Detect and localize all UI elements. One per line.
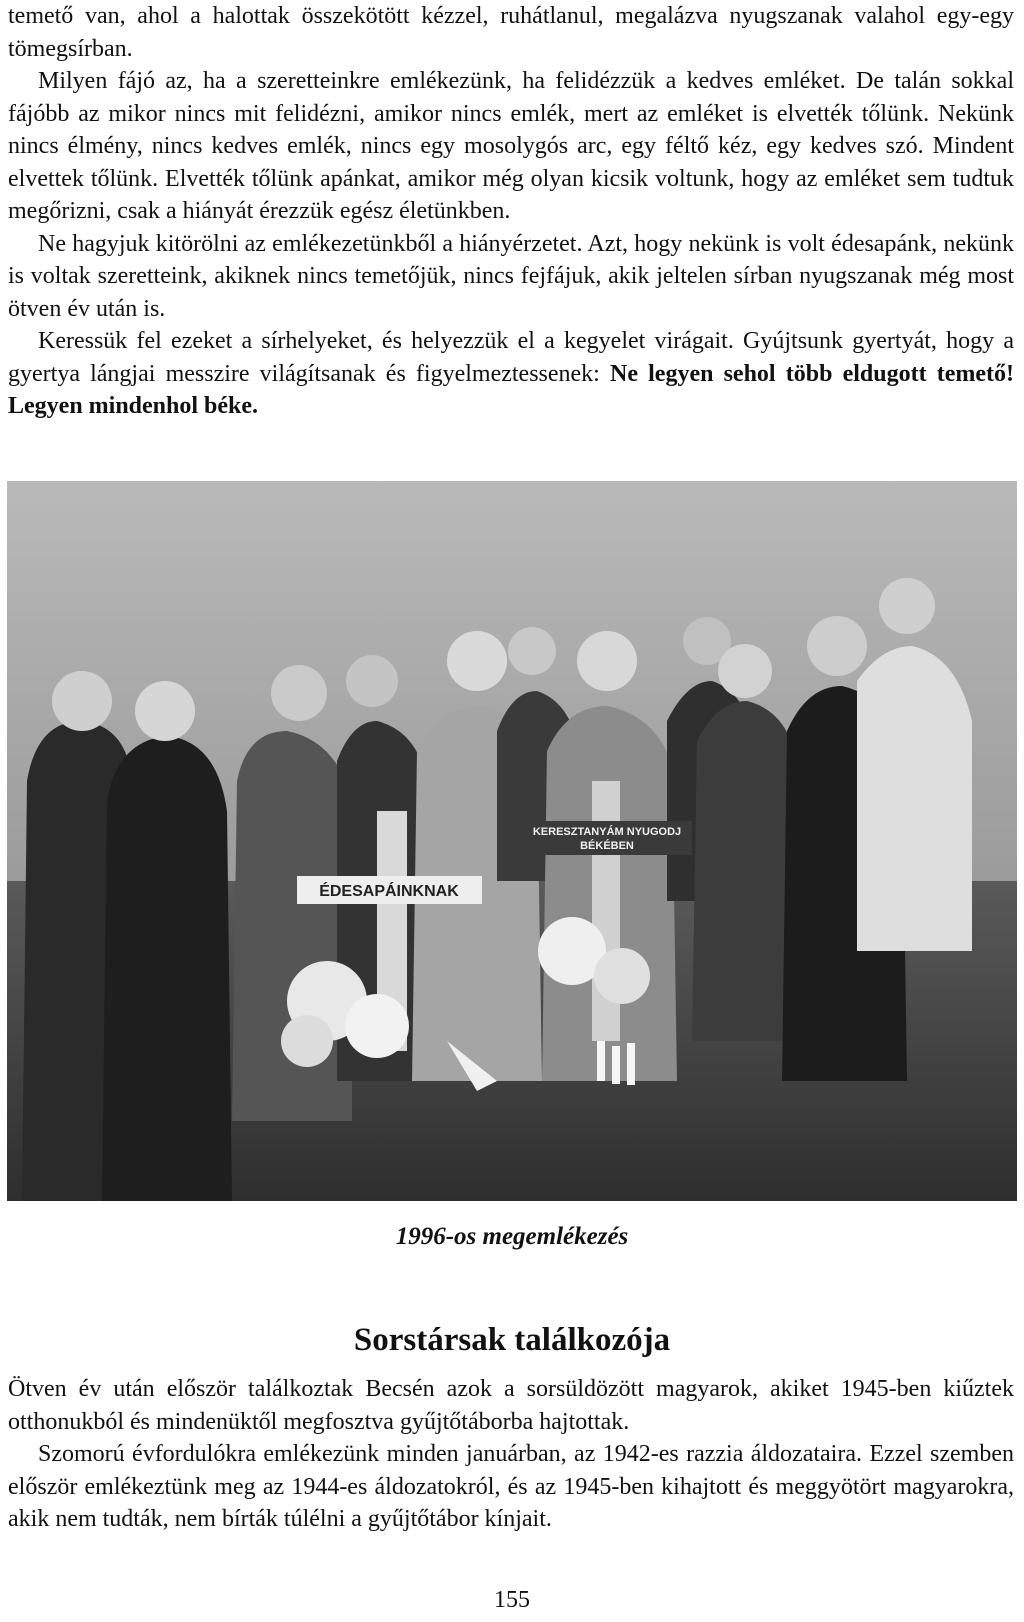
photo-caption: 1996-os megemlékezés (395, 1223, 629, 1250)
memorial-photo (7, 481, 1017, 1201)
bottom-text-block (8, 1373, 1014, 1536)
paragraph-6: Szomorú évfordulókra emlékezünk minden januárban, az 1942-es razzia áldozataira. Ezzel szemben először emlékeztünk meg az 1944-es áldozatokról, és az 1945-ben kihajtott és meggyötört magyarokra, akik nem tudták, nem bírták túlélni a gyűjtőtábor kínjait. (8, 1441, 1014, 1532)
paragraph-4-text: Keressük fel ezeket a sírhelyeket, és helyezzük el a kegyelet virágait. Gyújtsunk gyertyát, hogy a gyertya lángjai messzire világítsanak és figyelmeztessenek: (8, 328, 1014, 387)
memorial-photo-drawing (7, 481, 1017, 1201)
photo-sign-left: ÉDESAPÁINKNAK (319, 883, 459, 900)
paragraph-4 (8, 325, 1014, 423)
photo-sign-right-line-2: BÉKÉBEN (580, 840, 634, 852)
paragraph-3: Ne hagyjuk kitörölni az emlékezetünkből a hiányérzetet. Azt, hogy nekünk is volt édesapánk, nekünk is voltak szeretteink, akiknek nincs temetőjük, nincs fejfájuk, akik jeltelen sírban nyugszanak még most ötven év után is. (8, 230, 1014, 322)
page-number: 155 (494, 1587, 530, 1613)
top-text-block (8, 0, 1014, 423)
paragraph-5: Ötven év után először találkoztak Becsén azok a sorsüldözött magyarok, akiket 1945-ben kiűztek otthonukból és mindenüktől megfosztva gyűjtőtáborba hajtottak. (8, 1376, 1014, 1435)
photo-sign-right-line-1: KERESZTANYÁM NYUGODJ (532, 826, 682, 838)
paragraph-1: temető van, ahol a halottak összekötött kézzel, ruhátlanul, megalázva nyugszanak valahol egy-egy tömegsírban. (8, 3, 1014, 62)
paragraph-2: Milyen fájó az, ha a szeretteinkre emlékezünk, ha felidézzük a kedves emléket. De talán sokkal fájóbb az mikor nincs mit felidézni, amikor nincs emlék, mert az emléket is elvették tőlünk. Nekünk nincs élmény, nincs kedves emlék, nincs egy mosolygós arc, egy féltő kéz, egy kedves szó. Mindent elvettek tőlünk. Elvették tőlünk apánkat, amikor még olyan kicsik voltunk, hogy az emléket sem tudtuk megőrizni, csak a hiányát érezzük egész életünkben. (8, 68, 1014, 224)
paragraph-4-bold-text: Ne legyen sehol több eldugott temető! Legyen mindenhol béke. (8, 360, 1014, 419)
section-title: Sorstársak találkozója (353, 1322, 671, 1358)
